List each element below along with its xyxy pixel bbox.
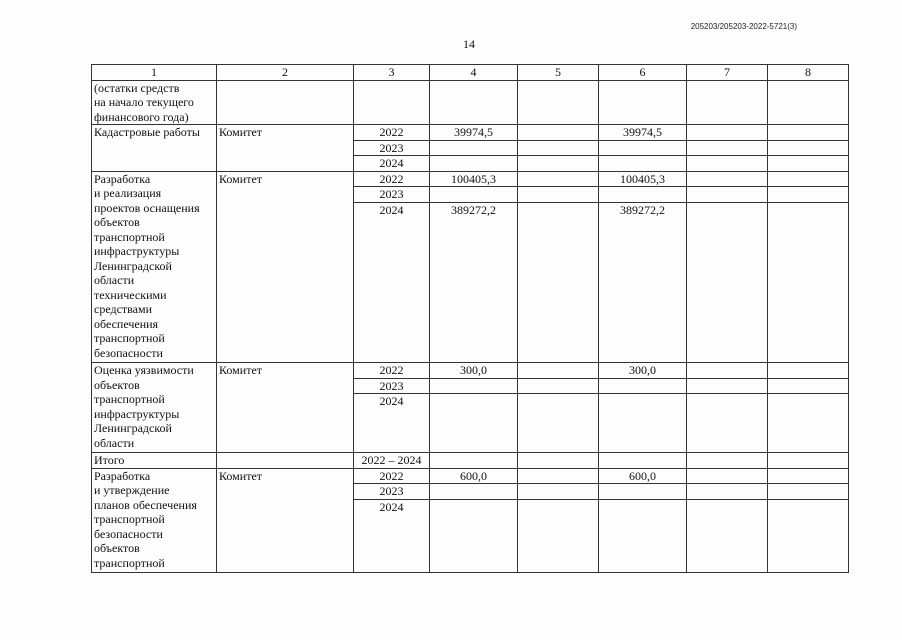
value-cell-col6: 389272,2: [599, 202, 687, 363]
executor-cell: Комитет: [217, 125, 354, 172]
column-header: 3: [354, 65, 430, 81]
year-cell: [354, 80, 430, 125]
item-name-cell: Итого: [92, 453, 217, 469]
value-cell-col7: [687, 484, 768, 500]
column-header: 4: [430, 65, 518, 81]
executor-cell: [217, 453, 354, 469]
item-name-cell: (остатки средств на начало текущего финансового года): [92, 80, 217, 125]
value-cell-col7: [687, 187, 768, 203]
column-header: 7: [687, 65, 768, 81]
table-row: [92, 80, 849, 125]
value-cell-col6: [599, 187, 687, 203]
value-cell-col8: [768, 484, 849, 500]
value-cell-col6: 100405,3: [599, 171, 687, 187]
table-row: [92, 468, 849, 484]
value-cell-col7: [687, 378, 768, 394]
value-cell-col5: [518, 378, 599, 394]
value-cell-col6: [599, 499, 687, 573]
year-cell: 2022 – 2024: [354, 453, 430, 469]
executor-cell: [217, 80, 354, 125]
year-cell: 2023: [354, 187, 430, 203]
year-cell: 2022: [354, 171, 430, 187]
value-cell-col5: [518, 499, 599, 573]
value-cell-col7: [687, 171, 768, 187]
year-cell: 2023: [354, 484, 430, 500]
year-cell: 2024: [354, 394, 430, 453]
item-name-cell: Кадастровые работы: [92, 125, 217, 172]
value-cell-col8: [768, 187, 849, 203]
table-row: [92, 453, 849, 469]
table-row: [92, 125, 849, 141]
column-header: 1: [92, 65, 217, 81]
value-cell-col5: [518, 484, 599, 500]
document-id: 205203/205203-2022-5721(3): [690, 22, 797, 31]
page-number: 14: [463, 37, 475, 51]
value-cell-col4: [430, 80, 518, 125]
value-cell-col8: [768, 171, 849, 187]
year-cell: 2024: [354, 202, 430, 363]
value-cell-col5: [518, 363, 599, 379]
value-cell-col8: [768, 363, 849, 379]
year-cell: 2024: [354, 156, 430, 172]
value-cell-col4: 39974,5: [430, 125, 518, 141]
value-cell-col7: [687, 156, 768, 172]
value-cell-col7: [687, 202, 768, 363]
value-cell-col8: [768, 156, 849, 172]
value-cell-col5: [518, 171, 599, 187]
value-cell-col4: [430, 484, 518, 500]
item-name-cell: Оценка уязвимости объектов транспортной инфраструктуры Ленинградской области: [92, 363, 217, 453]
value-cell-col7: [687, 363, 768, 379]
value-cell-col5: [518, 156, 599, 172]
value-cell-col7: [687, 140, 768, 156]
value-cell-col5: [518, 468, 599, 484]
year-cell: 2022: [354, 363, 430, 379]
value-cell-col4: [430, 140, 518, 156]
column-number-row: [92, 65, 849, 81]
year-cell: 2023: [354, 140, 430, 156]
value-cell-col5: [518, 394, 599, 453]
value-cell-col6: [599, 378, 687, 394]
value-cell-col4: [430, 453, 518, 469]
value-cell-col4: 600,0: [430, 468, 518, 484]
value-cell-col4: [430, 499, 518, 573]
value-cell-col4: 100405,3: [430, 171, 518, 187]
table-row: [92, 363, 849, 379]
value-cell-col6: 600,0: [599, 468, 687, 484]
value-cell-col8: [768, 378, 849, 394]
column-header: 8: [768, 65, 849, 81]
column-header: 6: [599, 65, 687, 81]
value-cell-col8: [768, 394, 849, 453]
column-header: 2: [217, 65, 354, 81]
value-cell-col8: [768, 202, 849, 363]
value-cell-col4: [430, 156, 518, 172]
value-cell-col8: [768, 80, 849, 125]
value-cell-col6: [599, 453, 687, 469]
table-body: [92, 80, 849, 573]
executor-cell: Комитет: [217, 468, 354, 573]
value-cell-col5: [518, 125, 599, 141]
value-cell-col7: [687, 499, 768, 573]
value-cell-col5: [518, 140, 599, 156]
value-cell-col5: [518, 453, 599, 469]
value-cell-col4: [430, 394, 518, 453]
value-cell-col8: [768, 453, 849, 469]
table-header: [92, 65, 849, 81]
year-cell: 2024: [354, 499, 430, 573]
value-cell-col4: 389272,2: [430, 202, 518, 363]
executor-cell: Комитет: [217, 171, 354, 363]
item-name-cell: Разработка и утверждение планов обеспечения транспортной безопасности объектов транспортной: [92, 468, 217, 573]
value-cell-col7: [687, 80, 768, 125]
year-cell: 2023: [354, 378, 430, 394]
executor-cell: Комитет: [217, 363, 354, 453]
value-cell-col5: [518, 202, 599, 363]
value-cell-col6: [599, 140, 687, 156]
year-cell: 2022: [354, 125, 430, 141]
value-cell-col7: [687, 394, 768, 453]
value-cell-col6: [599, 80, 687, 125]
value-cell-col8: [768, 499, 849, 573]
column-header: 5: [518, 65, 599, 81]
value-cell-col6: [599, 156, 687, 172]
value-cell-col4: [430, 187, 518, 203]
budget-table: [91, 64, 849, 573]
value-cell-col5: [518, 80, 599, 125]
value-cell-col6: 39974,5: [599, 125, 687, 141]
value-cell-col6: [599, 394, 687, 453]
value-cell-col6: 300,0: [599, 363, 687, 379]
value-cell-col4: 300,0: [430, 363, 518, 379]
value-cell-col7: [687, 125, 768, 141]
item-name-cell: Разработка и реализация проектов оснащения объектов транспортной инфраструктуры Ленинградской области техническими средствами обеспечения транспортной безопасности: [92, 171, 217, 363]
value-cell-col8: [768, 125, 849, 141]
table-row: [92, 171, 849, 187]
value-cell-col8: [768, 140, 849, 156]
value-cell-col7: [687, 453, 768, 469]
value-cell-col5: [518, 187, 599, 203]
value-cell-col7: [687, 468, 768, 484]
value-cell-col4: [430, 378, 518, 394]
year-cell: 2022: [354, 468, 430, 484]
value-cell-col6: [599, 484, 687, 500]
value-cell-col8: [768, 468, 849, 484]
